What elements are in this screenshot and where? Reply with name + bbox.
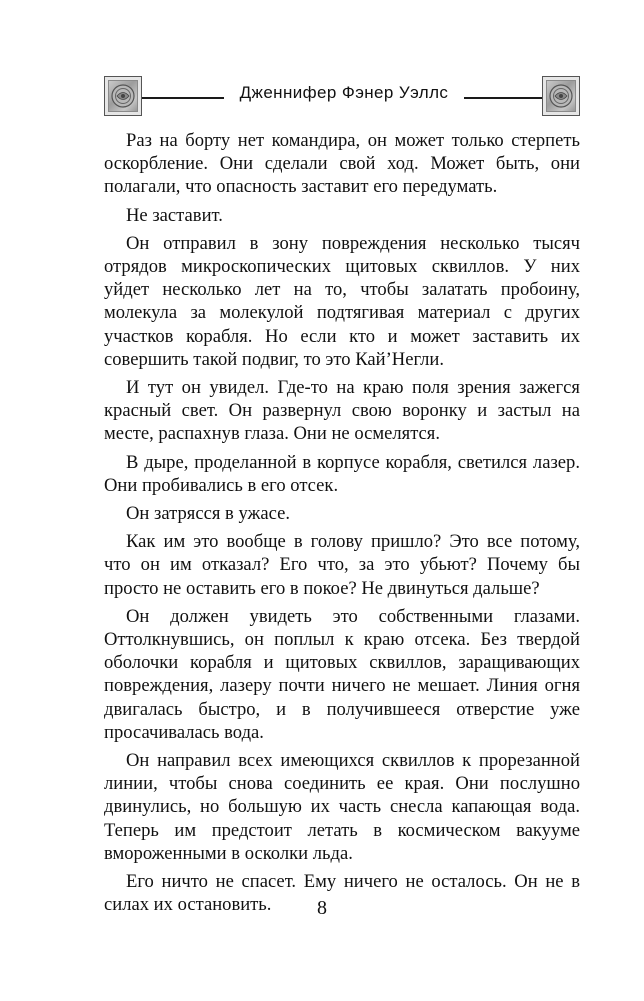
page-number: 8 bbox=[317, 897, 327, 919]
right-emblem-icon bbox=[542, 76, 580, 116]
paragraph: Он затрясся в ужасе. bbox=[126, 503, 291, 525]
body-text bbox=[104, 129, 580, 922]
paragraph: Он должен увидеть это собственными глазами. Оттолкнувшись, он поплыл к краю отсека. Без твердой оболочки корабля и щитовых сквиллов, заращивающих повреждения, лазеру почти ничего не мешает. Линия огня двигалась быстро, и в получившееся отверстие уже просачивалась вода. bbox=[104, 605, 580, 743]
paragraph: Он отправил в зону повреждения несколько тысяч отрядов микроскопических щитовых сквиллов. У них уйдет несколько лет на то, чтобы залатать пробоину, молекула за молекулой подтягивая материал с других участков корабля. Но если кто и может заставить их совершить такой подвиг, то это Кай’Негли. bbox=[104, 232, 580, 370]
paragraph: Как им это вообще в голову пришло? Это все потому, что он им отказал? Его что, за это убьют? Почему бы просто не оставить его в покое? Не двинуться дальше? bbox=[104, 531, 580, 599]
author-name: Дженнифер Фэнер Уэллс bbox=[224, 83, 464, 103]
paragraph: В дыре, проделанной в корпусе корабля, светился лазер. Они пробивались в его отсек. bbox=[104, 451, 580, 496]
paragraph: Не заставит. bbox=[126, 204, 223, 226]
paragraph: Он направил всех имеющихся сквиллов к прорезанной линии, чтобы снова соединить ее края. Они послушно двинулись, но большую их часть снесла капающая вода. Теперь им предстоит летать в космическом вакууме вмороженными в осколки льда. bbox=[104, 750, 580, 864]
right-emblem-glyph bbox=[548, 83, 574, 109]
left-emblem-glyph bbox=[110, 83, 136, 109]
paragraph: Раз на борту нет командира, он может только стерпеть оскорбление. Они сделали свой ход. Может быть, они полагали, что опасность заставит его передумать. bbox=[104, 130, 580, 198]
paragraph: Его ничто не спасет. Ему ничего не осталось. Он не в силах их остановить. bbox=[104, 871, 580, 916]
running-header bbox=[104, 74, 580, 124]
paragraph: И тут он увидел. Где-то на краю поля зрения зажегся красный свет. Он развернул свою воронку и застыл на месте, распахнув глаза. Они не осмелятся. bbox=[104, 377, 580, 445]
left-emblem-icon bbox=[104, 76, 142, 116]
